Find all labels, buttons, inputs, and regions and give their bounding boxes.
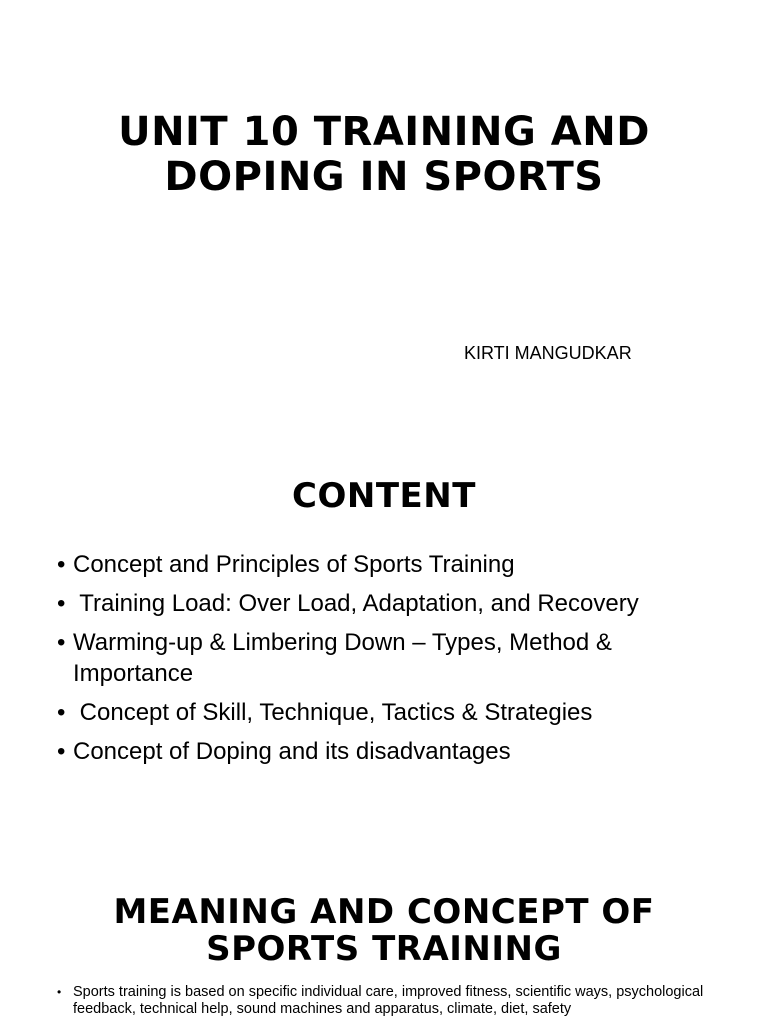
bullet-icon: • <box>57 985 62 999</box>
content-slide <box>0 420 768 860</box>
meaning-slide <box>0 860 768 1024</box>
content-bullet-list <box>57 549 737 775</box>
list-item <box>57 627 737 689</box>
meaning-heading <box>0 894 768 968</box>
list-item-text: Concept of Skill, Technique, Tactics & Strategies <box>73 699 593 726</box>
meaning-heading-line-1: MEANING AND CONCEPT OF <box>113 892 655 932</box>
bullet-icon: • <box>57 590 66 617</box>
bullet-icon: • <box>57 738 66 765</box>
list-item <box>57 697 737 728</box>
list-item-text: Warming-up & Limbering Down – Types, Method & Importance <box>73 629 612 687</box>
title-slide-heading <box>0 110 768 200</box>
meaning-heading-line-2: SPORTS TRAINING <box>206 929 562 969</box>
list-item <box>57 549 737 580</box>
list-item-text: Training Load: Over Load, Adaptation, and Recovery <box>73 590 639 617</box>
author-name: KIRTI MANGUDKAR <box>464 343 632 363</box>
title-line-2: DOPING IN SPORTS <box>164 154 604 200</box>
bullet-icon: • <box>57 629 66 656</box>
list-item <box>57 736 737 767</box>
bullet-icon: • <box>57 699 66 726</box>
bullet-icon: • <box>57 551 66 578</box>
list-item <box>57 984 717 1018</box>
title-slide <box>0 0 768 420</box>
list-item-text: Sports training is based on specific individual care, improved fitness, scientific ways, psychological feedback, technical help, sound machines and apparatus, climate, diet, safety <box>73 984 704 1017</box>
list-item-text: Concept and Principles of Sports Training <box>73 551 515 578</box>
title-line-1: UNIT 10 TRAINING AND <box>118 109 650 155</box>
list-item <box>57 588 737 619</box>
list-item-text: Concept of Doping and its disadvantages <box>73 738 511 765</box>
meaning-bullet-list <box>57 984 717 1018</box>
content-heading: CONTENT <box>292 476 476 516</box>
